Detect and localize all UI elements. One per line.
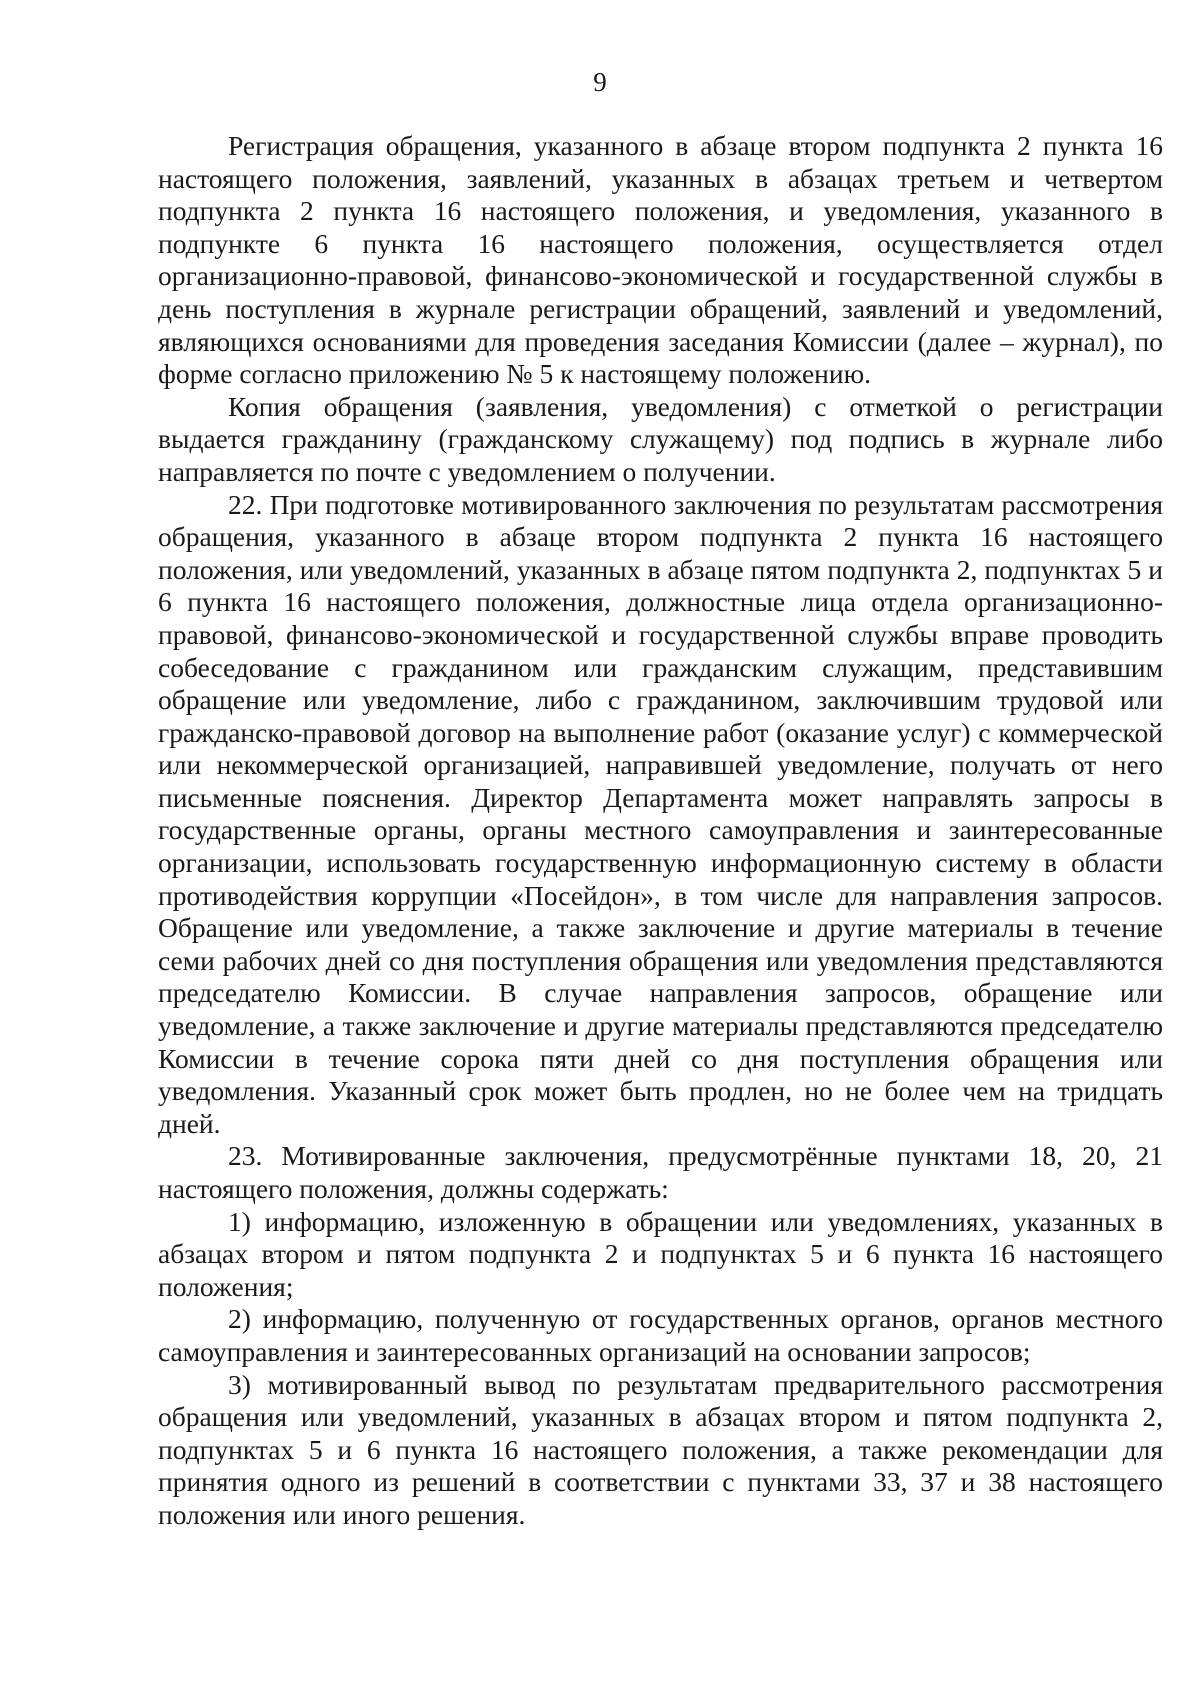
paragraph-subitem-3: 3) мотивированный вывод по результатам предварительного рассмотрения обращения или уведомлений, указанных в абзацах втором и пятом подпункта 2, подпунктах 5 и 6 пункта 16 настоящего положения, а также рекомендации для принятия одного из решений в соответствии с пунктами 33, 37 и 38 настоящего положения или иного решения. [158, 1368, 1163, 1530]
paragraph-subitem-1: 1) информацию, изложенную в обращении или уведомлениях, указанных в абзацах втором и пятом подпункта 2 и подпунктах 5 и 6 пункта 16 настоящего положения; [158, 1205, 1163, 1302]
paragraph-item-23: 23. Мотивированные заключения, предусмотрённые пунктами 18, 20, 21 настоящего положения, должны содержать: [158, 1140, 1163, 1204]
paragraph-item-22: 22. При подготовке мотивированного заключения по результатам рассмотрения обращения, указанного в абзаце втором подпункта 2 пункта 16 настоящего положения, или уведомлений, указанных в абзаце пятом подпункта 2, подпунктах 5 и 6 пункта 16 настоящего положения, должностные лица отдела организационно-правовой, финансово-экономической и государственной службы вправе проводить собеседование с гражданином или гражданским служащим, представившим обращение или уведомление, либо с гражданином, заключившим трудовой или гражданско-правовой договор на выполнение работ (оказание услуг) с коммерческой или некоммерческой организацией, направившей уведомление, получать от него письменные пояснения. Директор Департамента может направлять запросы в государственные органы, органы местного самоуправления и заинтересованные организации, использовать государственную информационную систему в области противодействия коррупции «Посейдон», в том числе для направления запросов. Обращение или уведомление, а также заключение и другие материалы в течение семи рабочих дней со дня поступления обращения или уведомления представляются председателю Комиссии. В случае направления запросов, обращение или уведомление, а также заключение и другие материалы представляются председателю Комиссии в течение сорока пяти дней со дня поступления обращения или уведомления. Указанный срок может быть продлен, но не более чем на тридцать дней. [158, 488, 1163, 1139]
paragraph-registration: Регистрация обращения, указанного в абзаце втором подпункта 2 пункта 16 настоящего положения, заявлений, указанных в абзацах третьем и четвертом подпункта 2 пункта 16 настоящего положения, и уведомления, указанного в подпункте 6 пункта 16 настоящего положения, осуществляется отдел организационно-правовой, финансово-экономической и государственной службы в день поступления в журнале регистрации обращений, заявлений и уведомлений, являющихся основаниями для проведения заседания Комиссии (далее – журнал), по форме согласно приложению № 5 к настоящему положению. [158, 130, 1163, 390]
page-number: 9 [593, 67, 607, 97]
paragraph-copy-issuance: Копия обращения (заявления, уведомления) с отметкой о регистрации выдается гражданину (гражданскому служащему) под подпись в журнале либо направляется по почте с уведомлением о получении. [158, 390, 1163, 487]
document-body [158, 130, 1163, 1532]
paragraph-subitem-2: 2) информацию, полученную от государственных органов, органов местного самоуправления и заинтересованных организаций на основании запросов; [158, 1303, 1163, 1367]
